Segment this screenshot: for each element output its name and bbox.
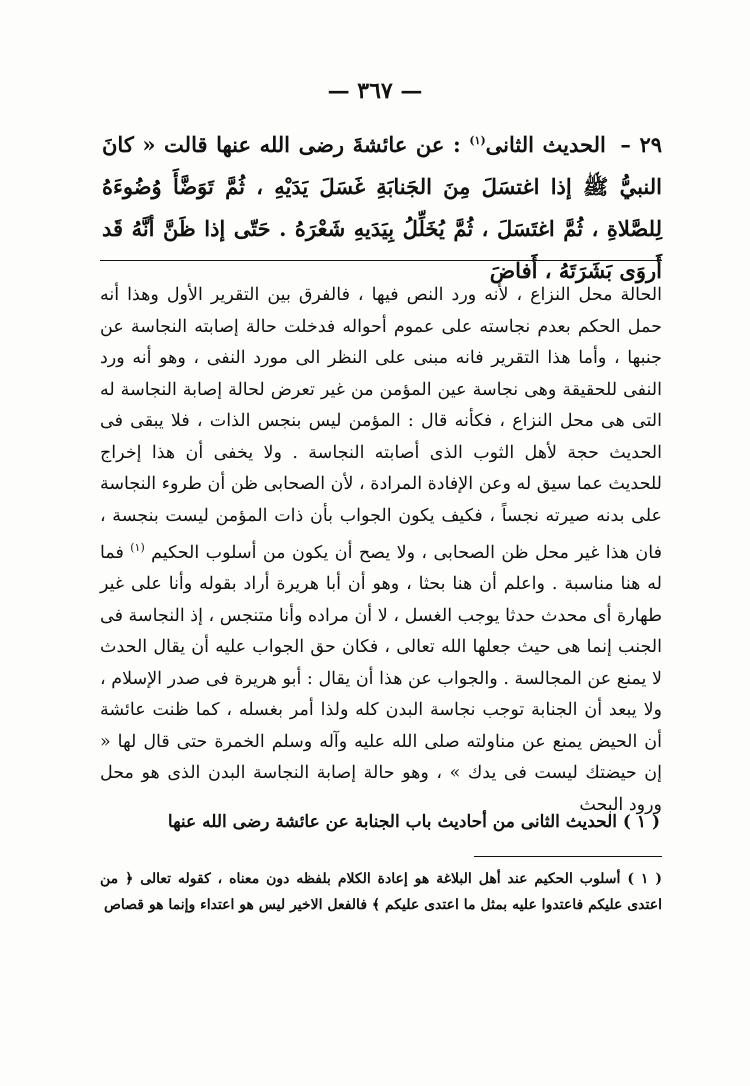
section-divider — [100, 260, 662, 261]
hadith-body: : عن عائشةَ رضى الله عنها قالت « كانَ النبيُّ ﷺ إذا اغتسَلَ مِنَ الجَنابَةِ غَسَلَ يَدَيْهِ ، ثُمَّ تَوَضَّأَ وُضُوءَهُ لِلصَّلاةِ ، ثُمَّ اغتَسَلَ ، ثُمَّ يُخَلِّلُ بِيَدَيهِ شَعْرَهُ . حَتّى إذا ظَنَّ أنَّهُ قَد أَروَى بَشَرَتَهُ ، أَفاضَ — [102, 132, 662, 283]
hadith-number: ٢٩ – — [620, 132, 663, 157]
page-number: — ٣٦٧ — — [327, 78, 423, 104]
footnote-divider — [474, 856, 662, 857]
hadith-title: الحديث الثانى — [485, 132, 606, 157]
footnote-marker: (١) — [469, 134, 486, 147]
commentary-block — [100, 280, 662, 821]
footnote: ( ١ ) أسلوب الحكيم عند أهل البلاغة هو إعادة الكلام بلفظه دون معناه ، كقوله تعالى ﴿ من اعتدى عليكم فاعتدوا عليه بمثل ما اعتدى عليكم ﴾ فالفعل الاخير ليس هو اعتداء وإنما هو قصاص — [100, 871, 662, 913]
inline-note: ( ١ ) الحديث الثانى من أحاديث باب الجنابة عن عائشة رضى الله عنها — [167, 812, 660, 832]
commentary-text-part-2: فما له هنا مناسبة . واعلم أن هنا بحثا ، وهو أن أبا هريرة أراد بقوله وأنا على غير طهارة أى محدث حدثا يوجب الغسل ، لا أن مراده وأنا متنجس ، إذ النجاسة فى الجنب إنما هى حيث جعلها الله تعالى ، فكان حق الجواب عليه أن يقال الحدث لا يمنع عن المجالسة . والجواب عن هذا أن يقال : أبو هريرة فى صدر الإسلام ، ولا يبعد أن الجنابة توجب نجاسة البدن كله ولذا أمر بغسله ، كما ظنت عائشة أن الحيض يمنع عن مناولته صلى الله عليه وآله وسلم الخمرة حتى قال لها « إن حيضتك ليست فى يدك » ، وهو حالة إصابة النجاسة البدن الذى هو محل ورود البحث — [100, 542, 662, 815]
commentary-text-part-1: الحالة محل النزاع ، لأنه ورد النص فيها ، فالفرق بين التقرير الأول وهذا أنه حمل الحكم بعدم نجاسته على عموم أحواله فدخلت حالة إصابته النجاسة عن جنبها ، وأما هذا التقرير فانه مبنى على النظر الى مورد النفى ، وهو أنه ورد النفى للحقيقة وهى نجاسة عين المؤمن من غير تعرض لحالة إصابة النجاسة له التى هى محل النزاع ، فكأنه قال : المؤمن ليس بنجس الذات ، فلا يبقى فى الحديث حجة لأهل الثوب الذى أصابته النجاسة . ولا يخفى أن هذا إخراج للحديث عما سيق له وعن الإفادة المرادة ، لأن الصحابى ظن أن طروء النجاسة على بدنه صيرته نجساً ، فكيف يكون الجواب بأن ذات المؤمن ليست بنجسة ، فان هذا غير محل ظن الصحابى ، ولا يصح أن يكون من أسلوب الحكيم — [100, 285, 662, 563]
hadith-text-block — [102, 120, 662, 292]
footnote-marker: (١) — [130, 541, 145, 554]
